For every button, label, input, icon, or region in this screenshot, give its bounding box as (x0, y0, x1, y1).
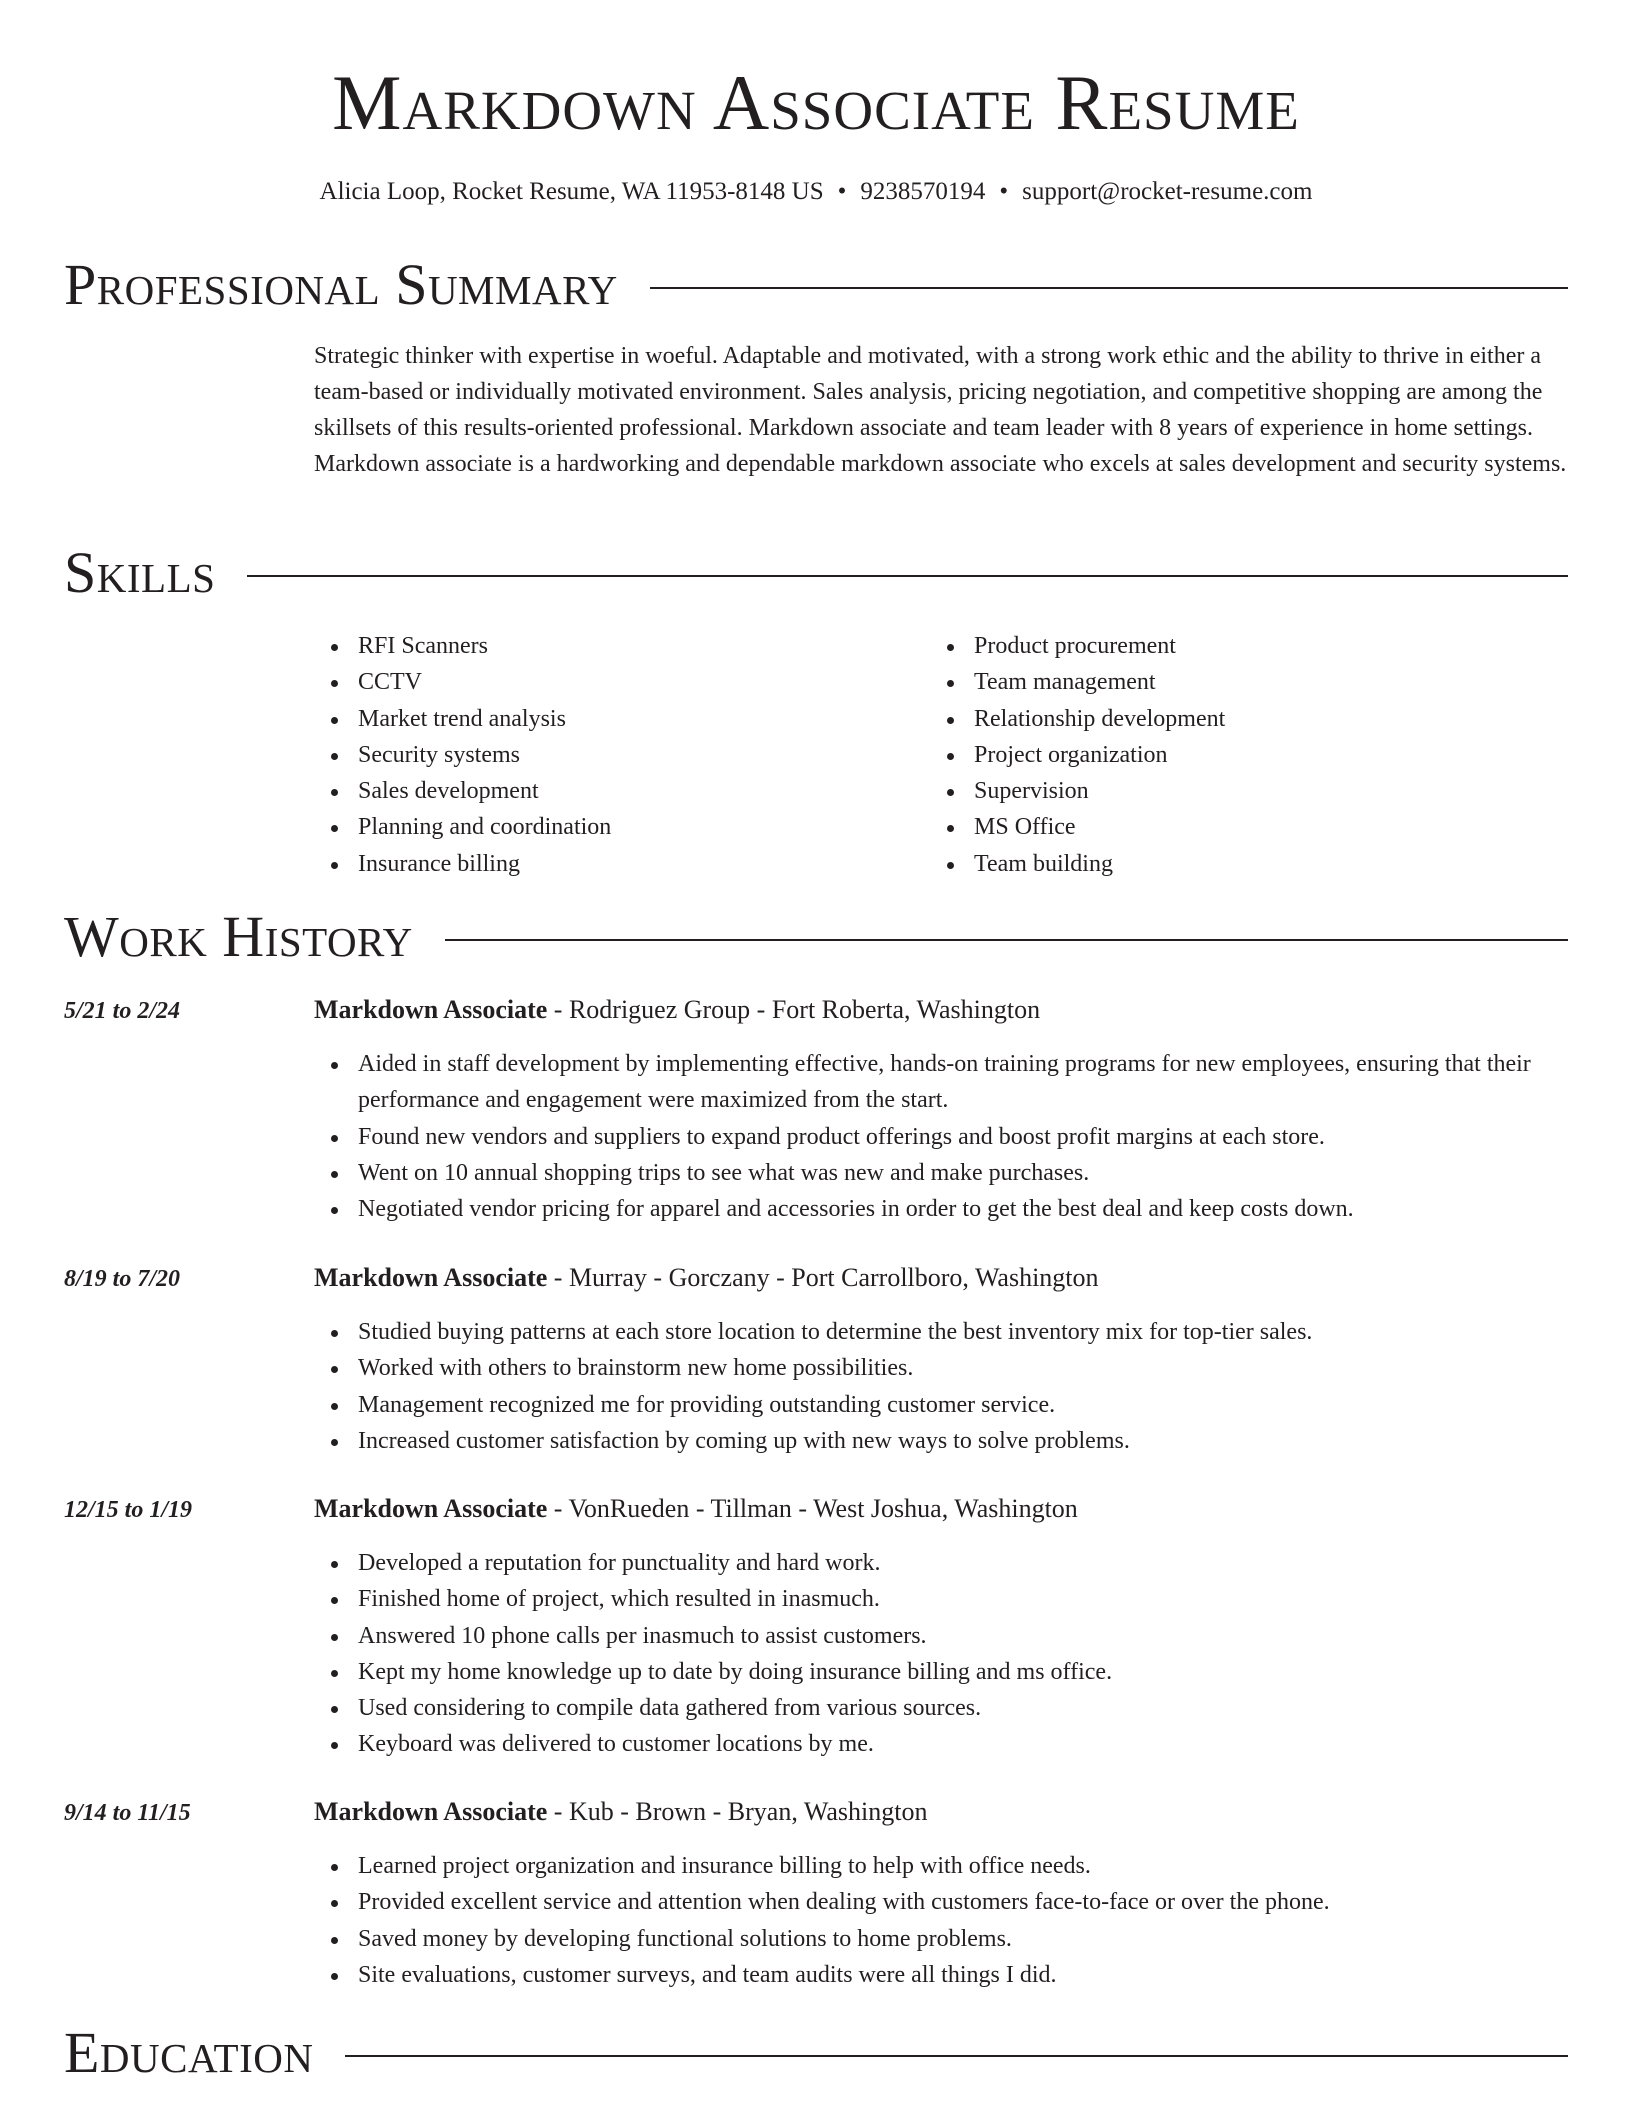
section-header-summary (64, 254, 1568, 316)
contact-separator: • (837, 178, 847, 205)
job-bullet: Worked with others to brainstorm new home possibilities. (314, 1350, 1568, 1386)
job-title: Markdown Associate (314, 1797, 548, 1826)
job-dates: 9/14 to 11/15 (64, 1800, 191, 1826)
job-bullet: Learned project organization and insurance billing to help with office needs. (314, 1848, 1568, 1884)
summary-text: Strategic thinker with expertise in woeful. Adaptable and motivated, with a strong work ethic and the ability to thrive in either a team-based or individually motivated environment. Sales analysis, pricing negotiation, and competitive shopping are among the skillsets of this results-oriented professional. Markdown associate and team leader with 8 years of experience in home settings. Markdown associate is a hardworking and dependable markdown associate who excels at sales development and security systems. (314, 343, 1567, 477)
job-company: - Kub - Brown - Bryan, Washington (547, 1797, 928, 1826)
contact-email: support@rocket-resume.com (1022, 178, 1313, 205)
job-bullets (314, 1545, 1568, 1763)
skill-item: Team management (930, 664, 1225, 700)
section-title-skills: Skills (64, 540, 216, 605)
contact-line (0, 176, 1632, 208)
section-divider (445, 939, 1568, 941)
job-bullets (314, 1046, 1568, 1227)
skill-item: Insurance billing (314, 846, 611, 882)
skill-item: MS Office (930, 809, 1225, 845)
job-bullet: Studied buying patterns at each store location to determine the best inventory mix for top-tier sales. (314, 1314, 1568, 1350)
job-bullet: Finished home of project, which resulted in inasmuch. (314, 1581, 1568, 1617)
job-bullet: Kept my home knowledge up to date by doing insurance billing and ms office. (314, 1654, 1568, 1690)
job-bullet: Increased customer satisfaction by coming up with new ways to solve problems. (314, 1423, 1568, 1459)
section-title-summary: Professional Summary (64, 252, 618, 317)
skill-item: Relationship development (930, 701, 1225, 737)
skill-item: Planning and coordination (314, 809, 611, 845)
resume-title: Markdown Associate Resume (332, 59, 1300, 146)
job-title: Markdown Associate (314, 995, 548, 1024)
skill-item: Supervision (930, 773, 1225, 809)
section-divider (247, 575, 1568, 577)
job-heading (314, 993, 1040, 1027)
job-heading (314, 1795, 927, 1829)
skill-item: CCTV (314, 664, 611, 700)
skills-list-right (930, 628, 1225, 882)
section-header-work (64, 906, 1568, 968)
job-heading (314, 1261, 1099, 1295)
job-company: - Murray - Gorczany - Port Carrollboro, Washington (547, 1263, 1099, 1292)
job-dates: 8/19 to 7/20 (64, 1266, 181, 1292)
section-title-work: Work History (64, 904, 413, 969)
job-bullet: Negotiated vendor pricing for apparel and accessories in order to get the best deal and keep costs down. (314, 1191, 1568, 1227)
job-bullets (314, 1848, 1568, 1993)
job-bullet: Saved money by developing functional solutions to home problems. (314, 1921, 1568, 1957)
skill-item: Market trend analysis (314, 701, 611, 737)
job-bullet: Site evaluations, customer surveys, and team audits were all things I did. (314, 1957, 1568, 1993)
section-divider (650, 287, 1568, 289)
job-bullet: Used considering to compile data gathered from various sources. (314, 1690, 1568, 1726)
job-bullet: Answered 10 phone calls per inasmuch to assist customers. (314, 1618, 1568, 1654)
job-title: Markdown Associate (314, 1494, 548, 1523)
job-bullet: Keyboard was delivered to customer locations by me. (314, 1726, 1568, 1762)
skill-item: Security systems (314, 737, 611, 773)
section-header-skills (64, 542, 1568, 604)
section-divider (345, 2055, 1568, 2057)
contact-phone: 9238570194 (860, 178, 986, 205)
job-dates: 12/15 to 1/19 (64, 1497, 193, 1523)
job-bullet: Developed a reputation for punctuality and hard work. (314, 1545, 1568, 1581)
contact-address: Alicia Loop, Rocket Resume, WA 11953-8148 US (319, 178, 824, 205)
job-company: - Rodriguez Group - Fort Roberta, Washington (547, 995, 1041, 1024)
skills-list-left (314, 628, 611, 882)
job-bullets (314, 1314, 1568, 1459)
job-company: - VonRueden - Tillman - West Joshua, Washington (547, 1494, 1078, 1523)
job-bullet: Found new vendors and suppliers to expand product offerings and boost profit margins at each store. (314, 1119, 1568, 1155)
skill-item: Sales development (314, 773, 611, 809)
skill-item: Product procurement (930, 628, 1225, 664)
contact-separator: • (999, 178, 1009, 205)
job-heading (314, 1492, 1078, 1526)
job-dates: 5/21 to 2/24 (64, 998, 181, 1024)
job-bullet: Aided in staff development by implementing effective, hands-on training programs for new employees, ensuring that their performance and engagement were maximized from the start. (314, 1046, 1568, 1119)
job-bullet: Went on 10 annual shopping trips to see what was new and make purchases. (314, 1155, 1568, 1191)
job-bullet: Management recognized me for providing outstanding customer service. (314, 1387, 1568, 1423)
job-bullet: Provided excellent service and attention when dealing with customers face-to-face or over the phone. (314, 1884, 1568, 1920)
section-title-education: Education (64, 2020, 314, 2085)
skill-item: Project organization (930, 737, 1225, 773)
job-title: Markdown Associate (314, 1263, 548, 1292)
section-header-education (64, 2022, 1568, 2084)
skill-item: RFI Scanners (314, 628, 611, 664)
skill-item: Team building (930, 846, 1225, 882)
